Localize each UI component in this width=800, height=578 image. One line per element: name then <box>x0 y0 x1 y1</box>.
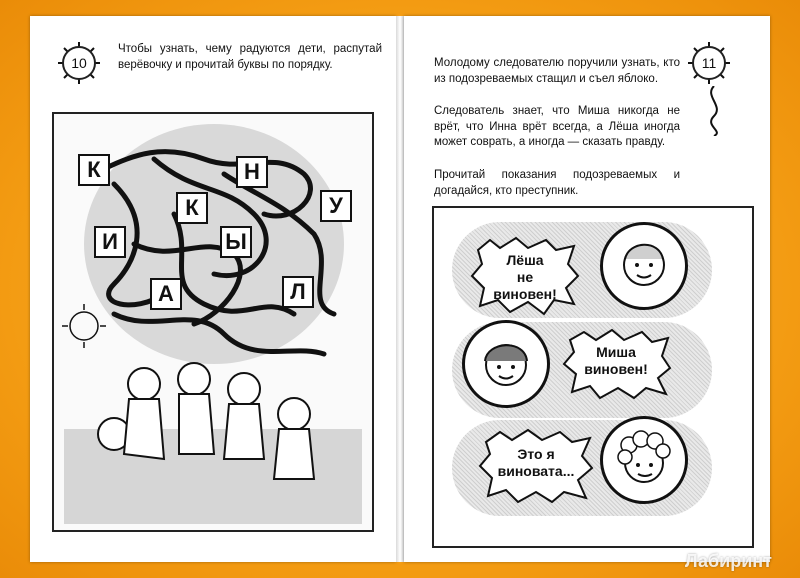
letter-box-1: К <box>78 154 110 186</box>
boy-face-icon <box>603 225 685 307</box>
statement-3 <box>496 446 576 480</box>
letter-box-3: Н <box>236 156 268 188</box>
portrait-inna <box>600 416 688 504</box>
boy-face-icon <box>465 323 547 405</box>
page-number-right: 11 <box>692 46 726 80</box>
letter-box-8: Л <box>282 276 314 308</box>
statement-2-line-2: виновен! <box>584 361 648 377</box>
letter-box-6: Ы <box>220 226 252 258</box>
statement-1-line-2: не <box>516 269 534 285</box>
letter-box-2: К <box>176 192 208 224</box>
statement-3-line-1: Это я <box>517 446 555 462</box>
girl-face-icon <box>603 419 685 501</box>
letter-box-4: У <box>320 190 352 222</box>
left-instruction: Чтобы узнать, чему радуются дети, распутай верёвочку и прочитай буквы по порядку. <box>118 43 382 71</box>
letter-box-7: А <box>150 278 182 310</box>
portrait-misha <box>462 320 550 408</box>
squiggle-icon <box>704 86 724 136</box>
right-paragraph-1: Молодому следователю поручили узнать, кто из подозреваемых стащил и съел яблоко. <box>434 57 680 85</box>
right-paragraph-2: Следователь знает, что Миша никогда не врёт, что Инна врёт всегда, а Лёша иногда может соврать, а иногда — сказать правду. <box>434 105 680 148</box>
rope-puzzle <box>52 112 374 532</box>
statement-1-line-1: Лёша <box>506 252 544 268</box>
portrait-lesha <box>600 222 688 310</box>
statement-2-line-1: Миша <box>596 344 636 360</box>
page-number-left: 10 <box>62 46 96 80</box>
letter-box-5: И <box>94 226 126 258</box>
left-page <box>30 16 396 562</box>
statement-1 <box>490 252 560 303</box>
book-gutter <box>396 16 404 562</box>
statement-2 <box>578 344 654 378</box>
statement-1-line-3: виновен! <box>493 286 557 302</box>
right-paragraph-3: Прочитай показания подозреваемых и догадайся, кто преступник. <box>434 169 680 197</box>
watermark: Лабиринт <box>684 551 772 571</box>
statement-3-line-2: виновата... <box>497 463 575 479</box>
